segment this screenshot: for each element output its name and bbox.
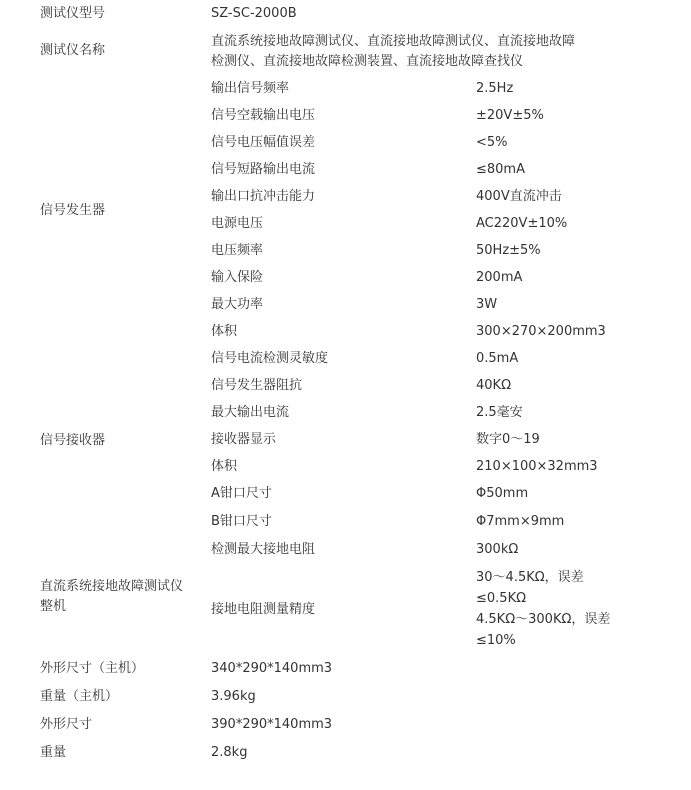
generator-param: 信号电流检测灵敏度 bbox=[211, 351, 329, 366]
receiver-value: Φ50mm bbox=[476, 486, 529, 501]
whole-value-line4: ≤10% bbox=[476, 633, 516, 648]
generator-param: 体积 bbox=[211, 324, 238, 339]
receiver-label: 信号接收器 bbox=[40, 433, 106, 448]
generator-value: ±20V±5% bbox=[476, 108, 544, 123]
whole-value-line2: ≤0.5KΩ bbox=[476, 591, 527, 606]
name-value-line2: 检测仪、直流接地故障检测装置、直流接地故障查找仪 bbox=[211, 54, 524, 69]
receiver-param: B钳口尺寸 bbox=[211, 514, 272, 529]
receiver-value: 数字0～19 bbox=[476, 432, 540, 447]
generator-value: <5% bbox=[476, 135, 508, 150]
generator-value: 50Hz±5% bbox=[476, 243, 541, 258]
generator-param: 输出信号频率 bbox=[211, 81, 290, 96]
generator-param: 信号发生器阻抗 bbox=[211, 378, 303, 393]
receiver-value: 210×100×32mm3 bbox=[476, 459, 598, 474]
footer-label: 重量（主机） bbox=[40, 689, 119, 704]
generator-param: 信号空载输出电压 bbox=[211, 108, 316, 123]
receiver-param: 最大输出电流 bbox=[211, 405, 290, 420]
generator-value: 3W bbox=[476, 297, 498, 312]
model-label: 测试仪型号 bbox=[40, 6, 106, 21]
receiver-param: 检测最大接地电阻 bbox=[211, 542, 316, 557]
generator-param: 信号短路输出电流 bbox=[211, 162, 316, 177]
name-value-line1: 直流系统接地故障测试仪、直流接地故障测试仪、直流接地故障 bbox=[211, 34, 576, 49]
footer-value: 3.96kg bbox=[211, 689, 256, 704]
generator-param: 最大功率 bbox=[211, 297, 264, 312]
generator-param: 电压频率 bbox=[211, 243, 264, 258]
footer-label: 外形尺寸（主机） bbox=[40, 661, 145, 676]
footer-value: 390*290*140mm3 bbox=[211, 717, 333, 732]
generator-value: 400V直流冲击 bbox=[476, 189, 562, 204]
whole-value-line3: 4.5KΩ～300KΩ，误差 bbox=[476, 612, 611, 627]
whole-label-line1: 直流系统接地故障测试仪 bbox=[40, 579, 184, 594]
generator-param: 电源电压 bbox=[211, 216, 264, 231]
whole-label-line2: 整机 bbox=[40, 599, 67, 614]
generator-value: AC220V±10% bbox=[476, 216, 568, 231]
footer-value: 340*290*140mm3 bbox=[211, 661, 333, 676]
footer-label: 外形尺寸 bbox=[40, 717, 93, 732]
generator-value: 200mA bbox=[476, 270, 523, 285]
name-label: 测试仪名称 bbox=[40, 43, 106, 58]
model-value: SZ-SC-2000B bbox=[211, 6, 297, 21]
whole-value-line1: 30～4.5KΩ，误差 bbox=[476, 570, 584, 585]
generator-value: 2.5Hz bbox=[476, 81, 514, 96]
receiver-value: Φ7mm×9mm bbox=[476, 514, 565, 529]
generator-param: 输出口抗冲击能力 bbox=[211, 189, 316, 204]
generator-value: 300×270×200mm3 bbox=[476, 324, 606, 339]
receiver-param: 体积 bbox=[211, 459, 238, 474]
whole-param: 接地电阻测量精度 bbox=[211, 602, 316, 617]
receiver-param: 接收器显示 bbox=[211, 432, 277, 447]
generator-value: 40KΩ bbox=[476, 378, 512, 393]
generator-value: ≤80mA bbox=[476, 162, 525, 177]
generator-value: 0.5mA bbox=[476, 351, 519, 366]
receiver-value: 2.5毫安 bbox=[476, 405, 523, 420]
generator-param: 输入保险 bbox=[211, 270, 264, 285]
receiver-param: A钳口尺寸 bbox=[211, 486, 272, 501]
generator-param: 信号电压幅值误差 bbox=[211, 135, 316, 150]
footer-value: 2.8kg bbox=[211, 745, 248, 760]
receiver-value: 300kΩ bbox=[476, 542, 519, 557]
generator-label: 信号发生器 bbox=[40, 203, 106, 218]
footer-label: 重量 bbox=[40, 745, 67, 760]
